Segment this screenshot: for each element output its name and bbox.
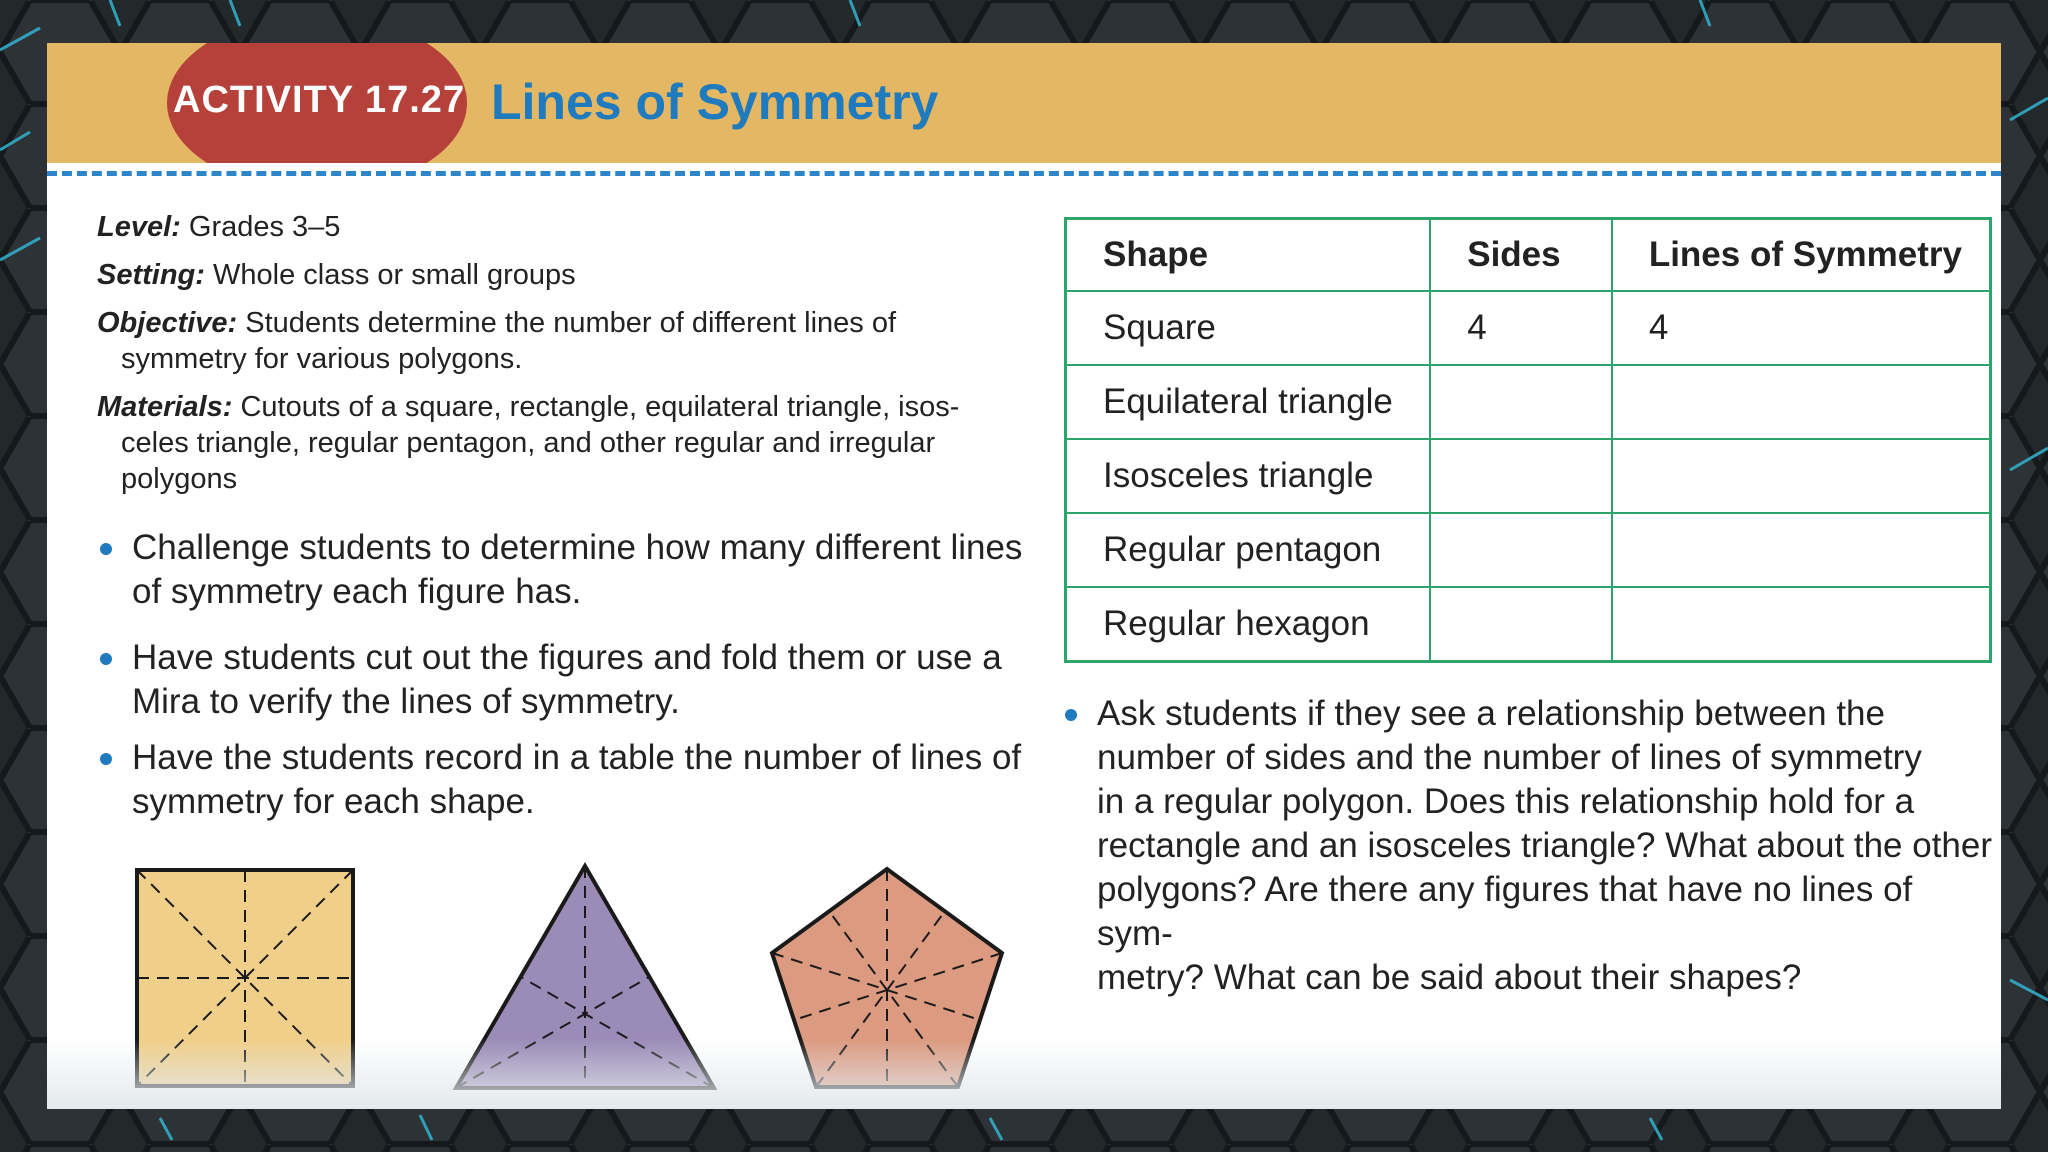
bullet-text-2a: Have students cut out the figures and fold them or use a — [132, 638, 1002, 677]
bullet-text-2b: Mira to verify the lines of symmetry. — [132, 682, 680, 721]
equilateral-triangle-figure — [456, 866, 714, 1088]
materials-text-3: polygons — [121, 463, 238, 495]
table-cell: Regular pentagon — [1066, 513, 1431, 587]
setting-value: Whole class or small groups — [213, 259, 576, 291]
materials-text-2: celes triangle, regular pentagon, and other regular and irregular — [121, 427, 936, 459]
regular-pentagon-figure — [772, 869, 1002, 1087]
discussion-line-2: number of sides and the number of lines of symmetry — [1097, 738, 1922, 777]
materials-label: Materials: — [97, 391, 233, 423]
discussion-line-1: Ask students if they see a relationship between the — [1097, 694, 1885, 733]
discussion-line-4: rectangle and an isosceles triangle? What about the other — [1097, 826, 1993, 865]
bullet-text-1b: of symmetry each figure has. — [132, 572, 582, 611]
column-header-shape: Shape — [1066, 219, 1431, 292]
table-cell: Square — [1066, 291, 1431, 365]
bullet-text-3b: symmetry for each shape. — [132, 782, 535, 821]
activity-title: Lines of Symmetry — [491, 74, 939, 130]
materials-text-1: Cutouts of a square, rectangle, equilateral triangle, isos- — [240, 391, 960, 423]
column-header-lines: Lines of Symmetry — [1612, 219, 1991, 292]
bullet-text-3a: Have the students record in a table the number of lines of — [132, 738, 1022, 777]
activity-number: ACTIVITY 17.27 — [173, 79, 466, 121]
discussion-line-6: metry? What can be said about their shapes? — [1097, 958, 1802, 997]
objective-text-2: symmetry for various polygons. — [121, 343, 523, 375]
table-cell: Isosceles triangle — [1066, 439, 1431, 513]
objective-text-1: Students determine the number of different lines of — [245, 307, 897, 339]
activity-card — [47, 43, 2001, 1109]
level-value: Grades 3–5 — [188, 211, 341, 243]
discussion-line-3: in a regular polygon. Does this relationship hold for a — [1097, 782, 1915, 821]
column-header-sides: Sides — [1430, 219, 1612, 292]
table-cell: 4 — [1430, 291, 1612, 365]
setting-label: Setting: — [97, 259, 205, 291]
bullet-text-1a: Challenge students to determine how many different lines — [132, 528, 1023, 567]
table-cell: 4 — [1612, 291, 1991, 365]
shape-figures — [47, 43, 2001, 1109]
square-figure — [137, 870, 353, 1086]
table-cell: Regular hexagon — [1066, 587, 1431, 662]
objective-label: Objective: — [97, 307, 238, 339]
level-label: Level: — [97, 211, 181, 243]
table-cell: Equilateral triangle — [1066, 365, 1431, 439]
discussion-line-5: polygons? Are there any figures that have no lines of sym- — [1097, 870, 1913, 953]
